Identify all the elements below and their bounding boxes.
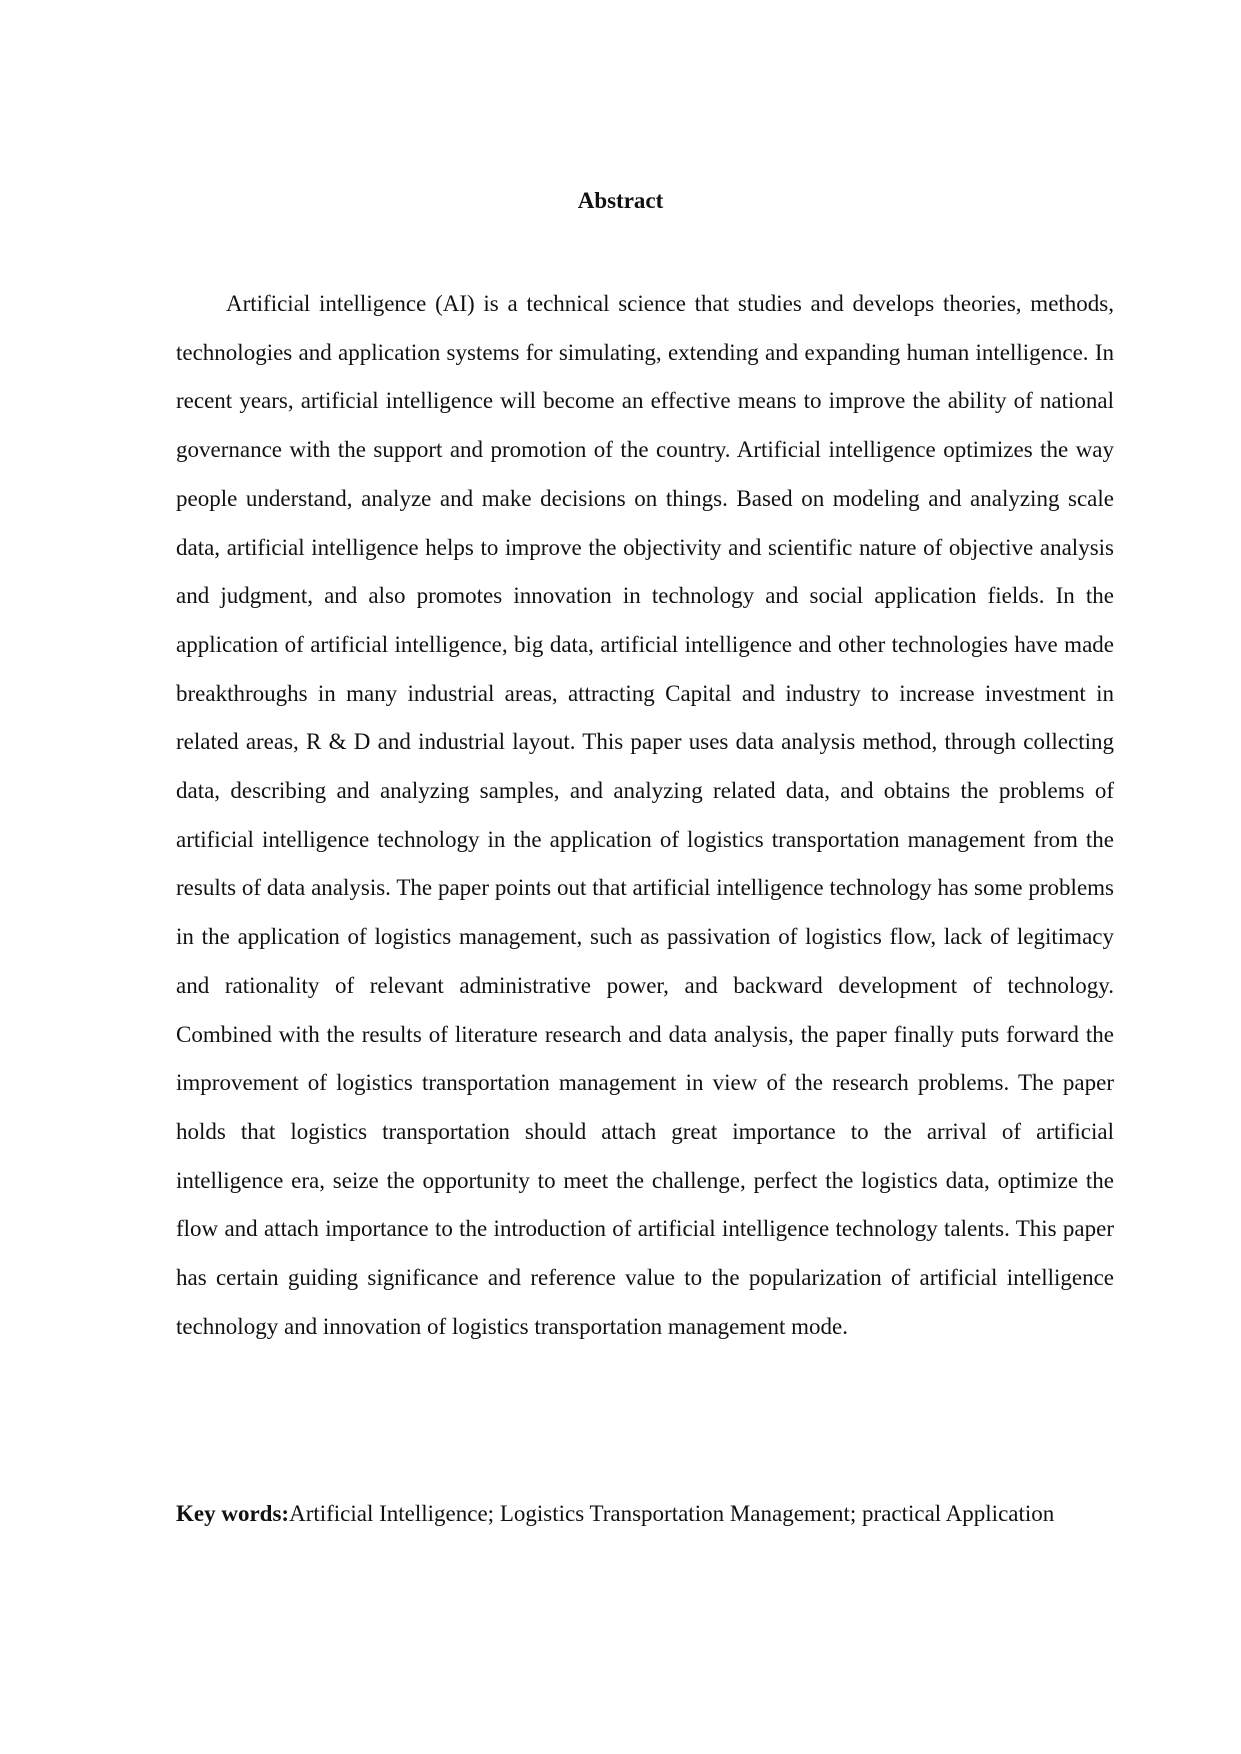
keywords-line (176, 1490, 1114, 1539)
abstract-paragraph: Artificial intelligence (AI) is a technical science that studies and develops theories, methods, technologies and application systems for simulating, extending and expanding human intelligence. In recent years, artificial intelligence will become an effective means to improve the ability of national governance with the support and promotion of the country. Artificial intelligence optimizes the way people understand, analyze and make decisions on things. Based on modeling and analyzing scale data, artificial intelligence helps to improve the objectivity and scientific nature of objective analysis and judgment, and also promotes innovation in technology and social application fields. In the application of artificial intelligence, big data, artificial intelligence and other technologies have made breakthroughs in many industrial areas, attracting Capital and industry to increase investment in related areas, R & D and industrial layout. This paper uses data analysis method, through collecting data, describing and analyzing samples, and analyzing related data, and obtains the problems of artificial intelligence technology in the application of logistics transportation management from the results of data analysis. The paper points out that artificial intelligence technology has some problems in the application of logistics management, such as passivation of logistics flow, lack of legitimacy and rationality of relevant administrative power, and backward development of technology. Combined with the results of literature research and data analysis, the paper finally puts forward the improvement of logistics transportation management in view of the research problems. The paper holds that logistics transportation should attach great importance to the arrival of artificial intelligence era, seize the opportunity to meet the challenge, perfect the logistics data, optimize the flow and attach importance to the introduction of artificial intelligence technology talents. This paper has certain guiding significance and reference value to the popularization of artificial intelligence technology and innovation of logistics transportation management mode. (176, 291, 1114, 1339)
keywords-label: Key words: (176, 1501, 290, 1526)
keywords-text: Artificial Intelligence; Logistics Transportation Management; practical Application (289, 1501, 1055, 1526)
page-title: Abstract (577, 188, 664, 213)
